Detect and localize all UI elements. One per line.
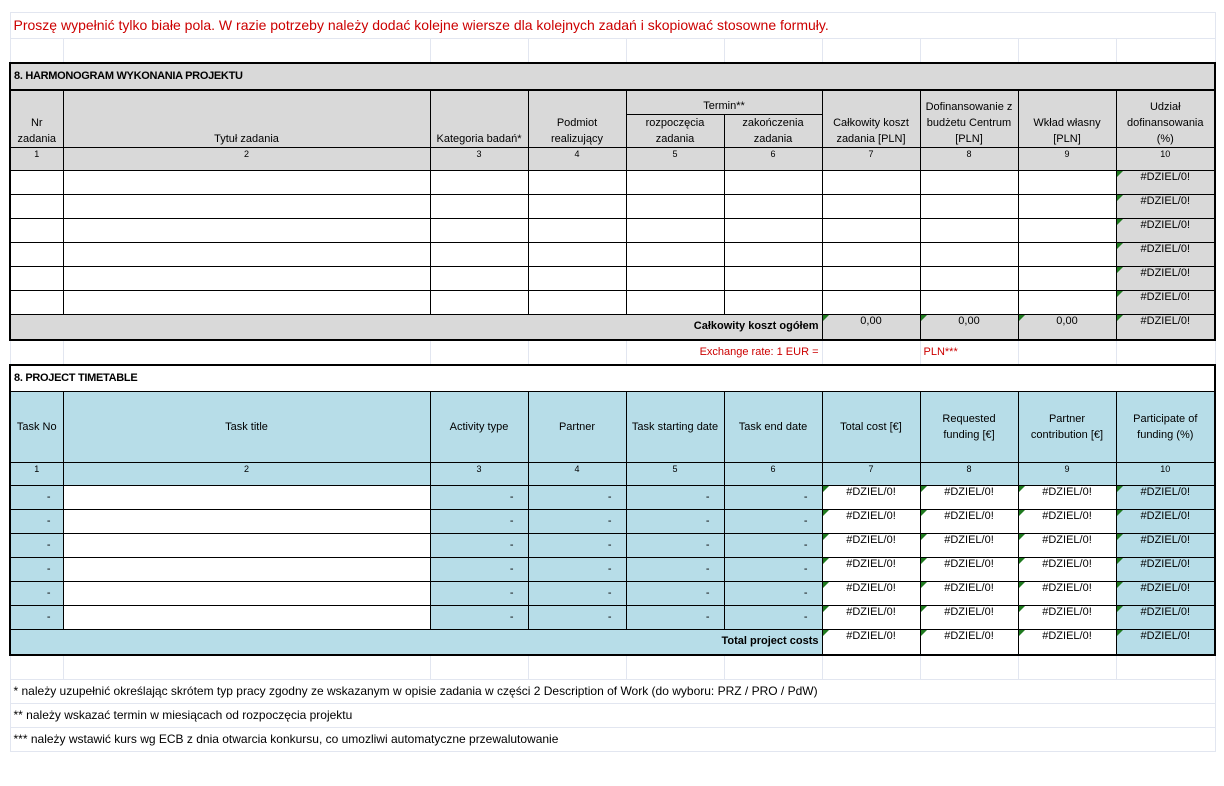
requested-funding-cell: #DZIEL/0! xyxy=(920,605,1018,629)
exchange-row xyxy=(10,340,1215,365)
header-task-no: Task No xyxy=(10,391,63,462)
pl-task-row xyxy=(10,194,1215,218)
pl-total-funding: 0,00 xyxy=(920,314,1018,340)
input-cell[interactable] xyxy=(430,266,528,290)
activity-cell: - xyxy=(430,533,528,557)
partner-cell: - xyxy=(528,533,626,557)
input-cell[interactable] xyxy=(63,170,430,194)
partner-cell: - xyxy=(528,557,626,581)
header-nr: Nr zadania xyxy=(10,90,63,147)
header-partner: Partner xyxy=(528,391,626,462)
col-number: 10 xyxy=(1116,462,1215,485)
share-formula-cell: #DZIEL/0! xyxy=(1116,218,1215,242)
header-contribution: Partner contribution [€] xyxy=(1018,391,1116,462)
header-wklad: Wkład własny [PLN] xyxy=(1018,90,1116,147)
partner-contribution-cell: #DZIEL/0! xyxy=(1018,605,1116,629)
partner-contribution-cell: #DZIEL/0! xyxy=(1018,581,1116,605)
input-cell[interactable] xyxy=(822,194,920,218)
input-cell[interactable] xyxy=(822,242,920,266)
header-dofinansowanie: Dofinansowanie z budżetu Centrum [PLN] xyxy=(920,90,1018,147)
input-cell[interactable] xyxy=(822,218,920,242)
input-cell[interactable] xyxy=(920,170,1018,194)
instruction-notice: Proszę wypełnić tylko białe pola. W razie potrzeby należy dodać kolejne wiersze dla kolejnych zadań i skopiować stosowne formuły. xyxy=(10,13,1215,39)
share-formula-cell: #DZIEL/0! xyxy=(1116,290,1215,314)
input-cell[interactable] xyxy=(10,218,63,242)
participate-cell: #DZIEL/0! xyxy=(1116,557,1215,581)
input-cell[interactable] xyxy=(10,170,63,194)
input-cell[interactable] xyxy=(822,170,920,194)
footnote-1: * należy uzupełnić określając skrótem typ pracy zgodny ze wskazanym w opisie zadania w części 2 Description of Work (do wyboru: PRZ / PRO / PdW) xyxy=(10,679,1215,703)
start-date-cell: - xyxy=(626,533,724,557)
input-cell[interactable] xyxy=(1018,194,1116,218)
total-cost-cell: #DZIEL/0! xyxy=(822,533,920,557)
share-formula-cell: #DZIEL/0! xyxy=(1116,170,1215,194)
activity-cell: - xyxy=(430,485,528,509)
input-cell[interactable] xyxy=(1018,290,1116,314)
col-number: 4 xyxy=(528,462,626,485)
start-date-cell: - xyxy=(626,485,724,509)
col-number: 6 xyxy=(724,462,822,485)
end-date-cell: - xyxy=(724,509,822,533)
timetable-grid xyxy=(9,12,1216,752)
input-cell[interactable] xyxy=(430,290,528,314)
activity-cell: - xyxy=(430,605,528,629)
col-number: 3 xyxy=(430,147,528,170)
input-cell[interactable] xyxy=(63,218,430,242)
blank-row xyxy=(10,655,1215,680)
header-activity: Activity type xyxy=(430,391,528,462)
pl-task-row xyxy=(10,290,1215,314)
activity-cell: - xyxy=(430,581,528,605)
header-zakonczenia: zakończenia zadania xyxy=(724,114,822,147)
header-termin: Termin** xyxy=(626,90,822,114)
exchange-rate-input[interactable] xyxy=(822,340,920,365)
task-title-input[interactable] xyxy=(63,605,430,629)
task-no-cell: - xyxy=(10,509,63,533)
header-participate: Participate of funding (%) xyxy=(1116,391,1215,462)
col-number: 8 xyxy=(920,462,1018,485)
header-kategoria: Kategoria badań* xyxy=(430,90,528,147)
end-date-cell: - xyxy=(724,485,822,509)
partner-cell: - xyxy=(528,581,626,605)
input-cell[interactable] xyxy=(63,242,430,266)
input-cell[interactable] xyxy=(1018,218,1116,242)
pl-task-row xyxy=(10,170,1215,194)
en-task-row xyxy=(10,509,1215,533)
exchange-rate-label: Exchange rate: 1 EUR = xyxy=(626,340,822,365)
col-number: 5 xyxy=(626,147,724,170)
footnote-2: ** należy wskazać termin w miesiącach od rozpoczęcia projektu xyxy=(10,703,1215,727)
total-cost-cell: #DZIEL/0! xyxy=(822,557,920,581)
task-no-cell: - xyxy=(10,605,63,629)
pl-section-title: 8. HARMONOGRAM WYKONANIA PROJEKTU xyxy=(10,63,1215,90)
col-number: 2 xyxy=(63,147,430,170)
input-cell[interactable] xyxy=(920,290,1018,314)
requested-funding-cell: #DZIEL/0! xyxy=(920,485,1018,509)
partner-cell: - xyxy=(528,605,626,629)
requested-funding-cell: #DZIEL/0! xyxy=(920,509,1018,533)
input-cell[interactable] xyxy=(10,266,63,290)
pl-task-row xyxy=(10,218,1215,242)
partner-contribution-cell: #DZIEL/0! xyxy=(1018,557,1116,581)
input-cell[interactable] xyxy=(724,266,822,290)
en-header-row xyxy=(10,391,1215,462)
header-end: Task end date xyxy=(724,391,822,462)
partner-contribution-cell: #DZIEL/0! xyxy=(1018,509,1116,533)
requested-funding-cell: #DZIEL/0! xyxy=(920,581,1018,605)
end-date-cell: - xyxy=(724,605,822,629)
input-cell[interactable] xyxy=(10,290,63,314)
spreadsheet xyxy=(9,12,1214,752)
task-title-input[interactable] xyxy=(63,581,430,605)
en-total-contribution: #DZIEL/0! xyxy=(1018,629,1116,655)
activity-cell: - xyxy=(430,509,528,533)
col-number: 10 xyxy=(1116,147,1215,170)
col-number: 1 xyxy=(10,462,63,485)
pl-total-label: Całkowity koszt ogółem xyxy=(10,314,822,340)
end-date-cell: - xyxy=(724,581,822,605)
en-task-row xyxy=(10,605,1215,629)
task-title-input[interactable] xyxy=(63,557,430,581)
participate-cell: #DZIEL/0! xyxy=(1116,605,1215,629)
col-number: 1 xyxy=(10,147,63,170)
input-cell[interactable] xyxy=(626,266,724,290)
pl-column-numbers xyxy=(10,147,1215,170)
task-no-cell: - xyxy=(10,557,63,581)
input-cell[interactable] xyxy=(430,194,528,218)
en-task-row xyxy=(10,557,1215,581)
pl-total-row xyxy=(10,314,1215,340)
start-date-cell: - xyxy=(626,605,724,629)
task-no-cell: - xyxy=(10,533,63,557)
input-cell[interactable] xyxy=(724,218,822,242)
input-cell[interactable] xyxy=(1018,170,1116,194)
col-number: 9 xyxy=(1018,147,1116,170)
input-cell[interactable] xyxy=(920,194,1018,218)
col-number: 7 xyxy=(822,147,920,170)
en-total-label: Total project costs xyxy=(10,629,822,655)
en-total-requested: #DZIEL/0! xyxy=(920,629,1018,655)
participate-cell: #DZIEL/0! xyxy=(1116,485,1215,509)
en-task-row xyxy=(10,533,1215,557)
input-cell[interactable] xyxy=(920,266,1018,290)
input-cell[interactable] xyxy=(528,194,626,218)
col-number: 7 xyxy=(822,462,920,485)
input-cell[interactable] xyxy=(724,170,822,194)
en-total-row xyxy=(10,629,1215,655)
share-formula-cell: #DZIEL/0! xyxy=(1116,194,1215,218)
task-title-input[interactable] xyxy=(63,485,430,509)
pl-total-share: #DZIEL/0! xyxy=(1116,314,1215,340)
col-number: 2 xyxy=(63,462,430,485)
col-number: 3 xyxy=(430,462,528,485)
col-number: 8 xyxy=(920,147,1018,170)
pl-total-cost: 0,00 xyxy=(822,314,920,340)
en-total-cost: #DZIEL/0! xyxy=(822,629,920,655)
participate-cell: #DZIEL/0! xyxy=(1116,509,1215,533)
requested-funding-cell: #DZIEL/0! xyxy=(920,533,1018,557)
input-cell[interactable] xyxy=(528,290,626,314)
partner-cell: - xyxy=(528,485,626,509)
total-cost-cell: #DZIEL/0! xyxy=(822,509,920,533)
input-cell[interactable] xyxy=(10,194,63,218)
input-cell[interactable] xyxy=(724,242,822,266)
input-cell[interactable] xyxy=(430,218,528,242)
header-udzial: Udział dofinansowania (%) xyxy=(1116,90,1215,147)
header-tytul: Tytuł zadania xyxy=(63,90,430,147)
task-title-input[interactable] xyxy=(63,533,430,557)
header-total: Total cost [€] xyxy=(822,391,920,462)
input-cell[interactable] xyxy=(822,290,920,314)
input-cell[interactable] xyxy=(528,170,626,194)
pl-total-own: 0,00 xyxy=(1018,314,1116,340)
col-number: 6 xyxy=(724,147,822,170)
task-title-input[interactable] xyxy=(63,509,430,533)
activity-cell: - xyxy=(430,557,528,581)
input-cell[interactable] xyxy=(430,242,528,266)
partner-cell: - xyxy=(528,509,626,533)
input-cell[interactable] xyxy=(626,218,724,242)
total-cost-cell: #DZIEL/0! xyxy=(822,605,920,629)
partner-contribution-cell: #DZIEL/0! xyxy=(1018,485,1116,509)
input-cell[interactable] xyxy=(10,242,63,266)
input-cell[interactable] xyxy=(1018,242,1116,266)
input-cell[interactable] xyxy=(822,266,920,290)
input-cell[interactable] xyxy=(626,170,724,194)
start-date-cell: - xyxy=(626,509,724,533)
input-cell[interactable] xyxy=(528,242,626,266)
input-cell[interactable] xyxy=(724,290,822,314)
task-no-cell: - xyxy=(10,581,63,605)
col-number: 9 xyxy=(1018,462,1116,485)
blank-row xyxy=(10,39,1215,64)
start-date-cell: - xyxy=(626,557,724,581)
share-formula-cell: #DZIEL/0! xyxy=(1116,266,1215,290)
task-no-cell: - xyxy=(10,485,63,509)
input-cell[interactable] xyxy=(430,170,528,194)
en-column-numbers xyxy=(10,462,1215,485)
header-task-title: Task title xyxy=(63,391,430,462)
input-cell[interactable] xyxy=(920,242,1018,266)
col-number: 4 xyxy=(528,147,626,170)
en-task-row xyxy=(10,581,1215,605)
input-cell[interactable] xyxy=(626,290,724,314)
header-rozpoczecia: rozpoczęcia zadania xyxy=(626,114,724,147)
start-date-cell: - xyxy=(626,581,724,605)
input-cell[interactable] xyxy=(528,266,626,290)
pl-task-row xyxy=(10,266,1215,290)
header-start: Task starting date xyxy=(626,391,724,462)
en-task-row xyxy=(10,485,1215,509)
pl-task-row xyxy=(10,242,1215,266)
input-cell[interactable] xyxy=(528,218,626,242)
header-requested: Requested funding [€] xyxy=(920,391,1018,462)
participate-cell: #DZIEL/0! xyxy=(1116,533,1215,557)
col-number: 5 xyxy=(626,462,724,485)
en-section-title: 8. PROJECT TIMETABLE xyxy=(10,365,1215,392)
input-cell[interactable] xyxy=(1018,266,1116,290)
share-formula-cell: #DZIEL/0! xyxy=(1116,242,1215,266)
participate-cell: #DZIEL/0! xyxy=(1116,581,1215,605)
input-cell[interactable] xyxy=(724,194,822,218)
end-date-cell: - xyxy=(724,557,822,581)
input-cell[interactable] xyxy=(63,290,430,314)
end-date-cell: - xyxy=(724,533,822,557)
exchange-rate-unit: PLN*** xyxy=(920,340,1018,365)
total-cost-cell: #DZIEL/0! xyxy=(822,485,920,509)
en-total-participate: #DZIEL/0! xyxy=(1116,629,1215,655)
input-cell[interactable] xyxy=(63,194,430,218)
input-cell[interactable] xyxy=(920,218,1018,242)
requested-funding-cell: #DZIEL/0! xyxy=(920,557,1018,581)
footnote-3: *** należy wstawić kurs wg ECB z dnia otwarcia konkursu, co umozliwi automatyczne przewalutowanie xyxy=(10,727,1215,751)
input-cell[interactable] xyxy=(626,242,724,266)
header-podmiot: Podmiot realizujący xyxy=(528,90,626,147)
input-cell[interactable] xyxy=(63,266,430,290)
partner-contribution-cell: #DZIEL/0! xyxy=(1018,533,1116,557)
input-cell[interactable] xyxy=(626,194,724,218)
total-cost-cell: #DZIEL/0! xyxy=(822,581,920,605)
header-calkowity: Całkowity koszt zadania [PLN] xyxy=(822,90,920,147)
